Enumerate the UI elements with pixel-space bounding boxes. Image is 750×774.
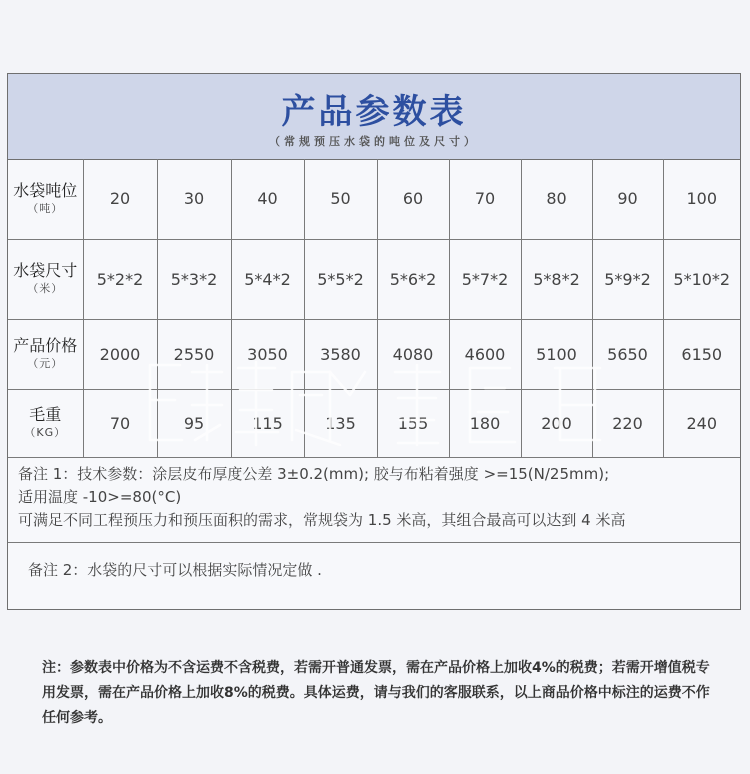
row-header-label: 水袋尺寸 bbox=[13, 261, 78, 280]
table-cell: 240 bbox=[663, 389, 740, 457]
table-row-weight bbox=[8, 389, 740, 457]
table-cell: 3580 bbox=[304, 319, 377, 389]
table-cell: 5*8*2 bbox=[521, 239, 592, 319]
row-header-tonnage bbox=[8, 159, 83, 239]
table-cell: 70 bbox=[83, 389, 157, 457]
table-cell: 5*7*2 bbox=[449, 239, 521, 319]
table-cell: 115 bbox=[231, 389, 304, 457]
row-header-size bbox=[8, 239, 83, 319]
page-subtitle: （常规预压水袋的吨位及尺寸） bbox=[269, 135, 479, 148]
remark-line: 可满足不同工程预压力和预压面积的需求，常规袋为 1.5 米高，其组合最高可以达到 4 米高 bbox=[18, 511, 626, 529]
row-header-unit: （元） bbox=[27, 357, 64, 370]
table-cell: 6150 bbox=[663, 319, 740, 389]
table-cell: 200 bbox=[521, 389, 592, 457]
row-header-label: 产品价格 bbox=[13, 336, 78, 355]
table-cell: 5*9*2 bbox=[592, 239, 663, 319]
table-cell: 40 bbox=[231, 159, 304, 239]
row-header-weight bbox=[8, 389, 83, 457]
row-header-unit: （KG） bbox=[24, 426, 67, 439]
title-banner bbox=[8, 74, 740, 160]
remark-line: 备注 2：水袋的尺寸可以根据实际情况定做 . bbox=[28, 561, 322, 579]
table-cell: 30 bbox=[157, 159, 231, 239]
table-cell: 60 bbox=[377, 159, 449, 239]
table-cell: 2000 bbox=[83, 319, 157, 389]
parameter-table bbox=[8, 159, 740, 458]
table-cell: 5100 bbox=[521, 319, 592, 389]
row-header-label: 水袋吨位 bbox=[13, 180, 78, 200]
table-cell: 5*6*2 bbox=[377, 239, 449, 319]
row-header-label: 毛重 bbox=[29, 405, 62, 424]
table-cell: 4600 bbox=[449, 319, 521, 389]
table-cell: 5*5*2 bbox=[304, 239, 377, 319]
parameter-panel bbox=[7, 73, 741, 610]
table-cell: 5650 bbox=[592, 319, 663, 389]
footer-disclaimer: 注：参数表中价格为不含运费不含税费，若需开普通发票，需在产品价格上加收4%的税费；若需开增值税专用发票，需在产品价格上加收8%的税费。具体运费，请与我们的客服联系，以上商品价格中标注的运费不作任何参考。 bbox=[42, 660, 710, 726]
table-cell: 155 bbox=[377, 389, 449, 457]
row-header-price bbox=[8, 319, 83, 389]
table-cell: 180 bbox=[449, 389, 521, 457]
remark-line: 备注 1：技术参数：涂层皮布厚度公差 3±0.2(mm); 胶与布粘着强度 >=15(N/25mm); bbox=[18, 465, 610, 483]
table-cell: 5*3*2 bbox=[157, 239, 231, 319]
row-header-unit: （吨） bbox=[27, 201, 64, 215]
table-cell: 80 bbox=[521, 159, 592, 239]
table-row-size bbox=[8, 239, 740, 319]
table-cell: 5*10*2 bbox=[663, 239, 740, 319]
table-cell: 5*2*2 bbox=[83, 239, 157, 319]
remarks-section-2 bbox=[8, 544, 740, 594]
table-cell: 100 bbox=[663, 159, 740, 239]
table-cell: 2550 bbox=[157, 319, 231, 389]
table-cell: 20 bbox=[83, 159, 157, 239]
table-cell: 4080 bbox=[377, 319, 449, 389]
page-title: 产品参数表 bbox=[281, 92, 467, 132]
table-cell: 90 bbox=[592, 159, 663, 239]
table-row-price bbox=[8, 319, 740, 389]
remark-line: 适用温度 -10>=80(°C) bbox=[18, 488, 182, 506]
table-cell: 95 bbox=[157, 389, 231, 457]
table-cell: 3050 bbox=[231, 319, 304, 389]
table-row-tonnage bbox=[8, 159, 740, 239]
table-cell: 5*4*2 bbox=[231, 239, 304, 319]
remarks-section-1 bbox=[8, 457, 740, 543]
table-cell: 70 bbox=[449, 159, 521, 239]
table-cell: 50 bbox=[304, 159, 377, 239]
table-cell: 135 bbox=[304, 389, 377, 457]
table-cell: 220 bbox=[592, 389, 663, 457]
row-header-unit: （米） bbox=[27, 282, 64, 295]
